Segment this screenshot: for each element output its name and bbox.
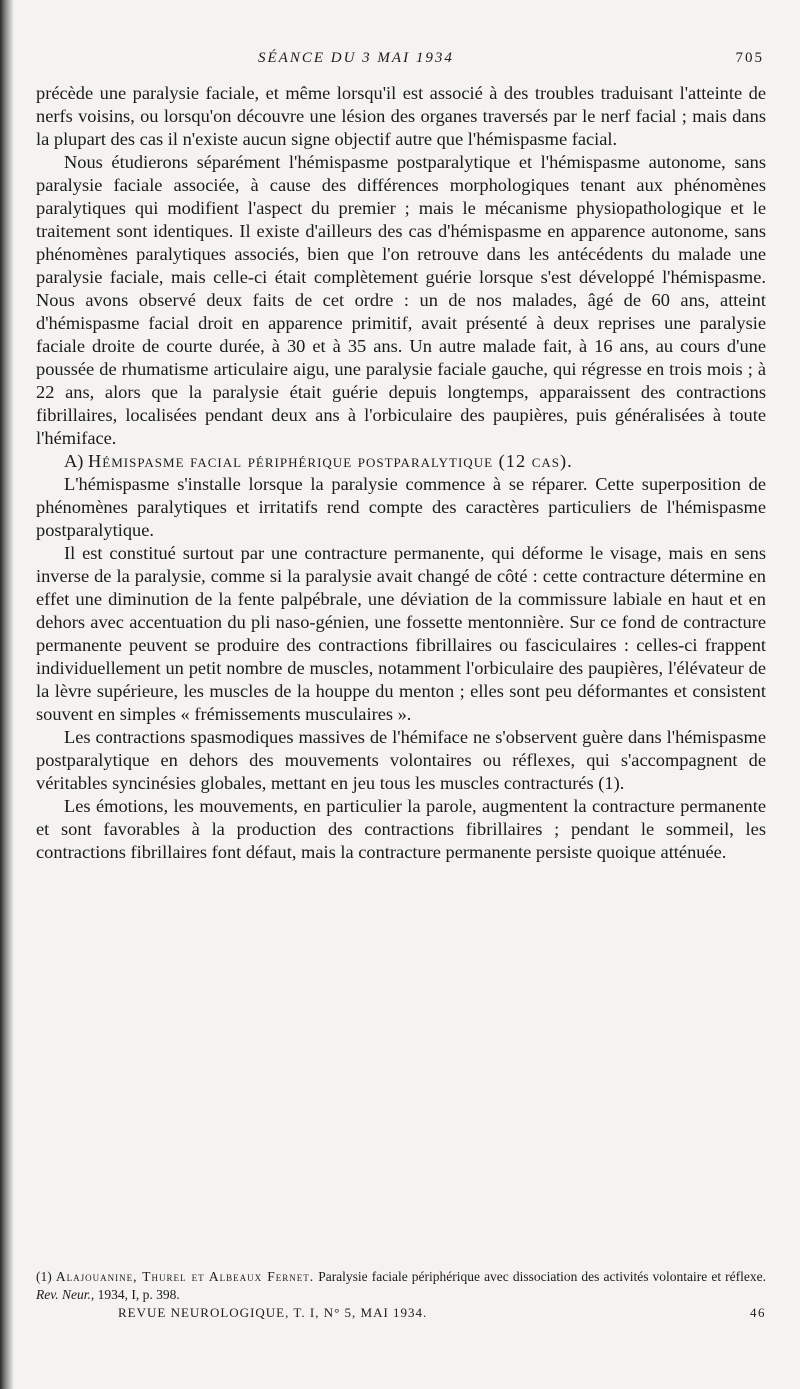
footnote xyxy=(36,1268,766,1304)
footnote-title: Paralysie faciale périphérique avec dissociation des activités volontaire et réflexe. xyxy=(318,1269,767,1284)
paragraph: Les émotions, les mouvements, en particulier la parole, augmentent la contracture permanente et sont favorables à la production des contractions fibrillaires ; pendant le sommeil, les contractions fibrillaires font défaut, mais la contracture permanente persiste quoique atténuée. xyxy=(36,796,766,862)
paragraph: Les contractions spasmodiques massives de l'hémiface ne s'observent guère dans l'hémispasme postparalytique en dehors des mouvements volontaires ou réflexes, qui s'accompagnent de véritables syncinésies globales, mettant en jeu tous les muscles contracturés (1). xyxy=(36,727,766,793)
paragraph: L'hémispasme s'installe lorsque la paralysie commence à se réparer. Cette superposition de phénomènes paralytiques et irritatifs rend compte des caractères particuliers de l'hémispasme postparalytique. xyxy=(36,474,766,540)
binding-gutter-shadow xyxy=(0,0,14,1389)
paragraph: Il est constitué surtout par une contracture permanente, qui déforme le visage, mais en sens inverse de la paralysie, comme si la paralysie avait changé de côté : cette contracture détermine en effet une diminution de la fente palpébrale, une déviation de la commissure labiale en haut et en dehors avec accentuation du pli naso-génien, une fossette mentonnière. Sur ce fond de contracture permanente peuvent se produire des contractions fibrillaires ou fasciculaires : celles-ci frappent individuellement un petit nombre de muscles, notamment l'orbiculaire des paupières, l'élévateur de la lèvre supérieure, les muscles de la houppe du menton ; elles sont peu déformantes et consistent souvent en simples « frémissements musculaires ». xyxy=(36,543,766,724)
page-number: 705 xyxy=(735,50,764,66)
running-head-title: SÉANCE DU 3 MAI 1934 xyxy=(258,50,454,66)
footnote-authors: Alajouanine, Thurel et Albeaux Fernet. xyxy=(55,1269,315,1284)
journal-footer-citation: REVUE NEUROLOGIQUE, T. I, N° 5, MAI 1934. xyxy=(118,1305,428,1320)
journal-footer-signature: 46 xyxy=(750,1305,766,1320)
running-head xyxy=(0,50,800,70)
footnote-marker: (1) xyxy=(36,1269,52,1284)
section-label: A) xyxy=(64,451,84,471)
paragraph: Nous étudierons séparément l'hémispasme postparalytique et l'hémispasme autonome, sans paralysie faciale associée, à cause des différences morphologiques tenant aux phénomènes paralytiques qui modifient l'aspect du premier ; mais le mécanisme physiopathologique et le traitement sont identiques. Il existe d'ailleurs des cas d'hémispasme en apparence autonome, sans phénomènes paralytiques associés, bien que l'on retrouve dans les antécédents du malade une paralysie faciale, mais celle-ci était complètement guérie lorsque s'est développé l'hémispasme. Nous avons observé deux faits de cet ordre : un de nos malades, âgé de 60 ans, atteint d'hémispasme facial droit en apparence primitif, avait présenté à deux reprises une paralysie faciale droite de courte durée, à 30 et à 35 ans. Un autre malade fait, à 16 ans, au cours d'une poussée de rhumatisme articulaire aigu, une paralysie faciale gauche, qui régresse en trois mois ; à 22 ans, alors que la paralysie était guérie depuis longtemps, apparaissent des contractions fibrillaires, localisées pendant deux ans à l'orbiculaire des paupières, puis généralisées à toute l'hémiface. xyxy=(36,152,766,448)
section-title: Hémispasme facial périphérique postparalytique (12 cas). xyxy=(88,451,573,471)
footnote-ref: 1934, I, p. 398. xyxy=(97,1287,180,1302)
section-heading xyxy=(36,450,766,473)
body-text xyxy=(36,82,766,864)
footnote-journal: Rev. Neur., xyxy=(36,1287,95,1302)
journal-footer xyxy=(118,1305,766,1321)
paragraph-continued: précède une paralysie faciale, et même lorsqu'il est associé à des troubles traduisant l'atteinte de nerfs voisins, ou lorsqu'on découvre une lésion des organes traversés par le nerf facial ; mais dans la plupart des cas il n'existe aucun signe objectif autre que l'hémispasme facial. xyxy=(36,83,766,149)
